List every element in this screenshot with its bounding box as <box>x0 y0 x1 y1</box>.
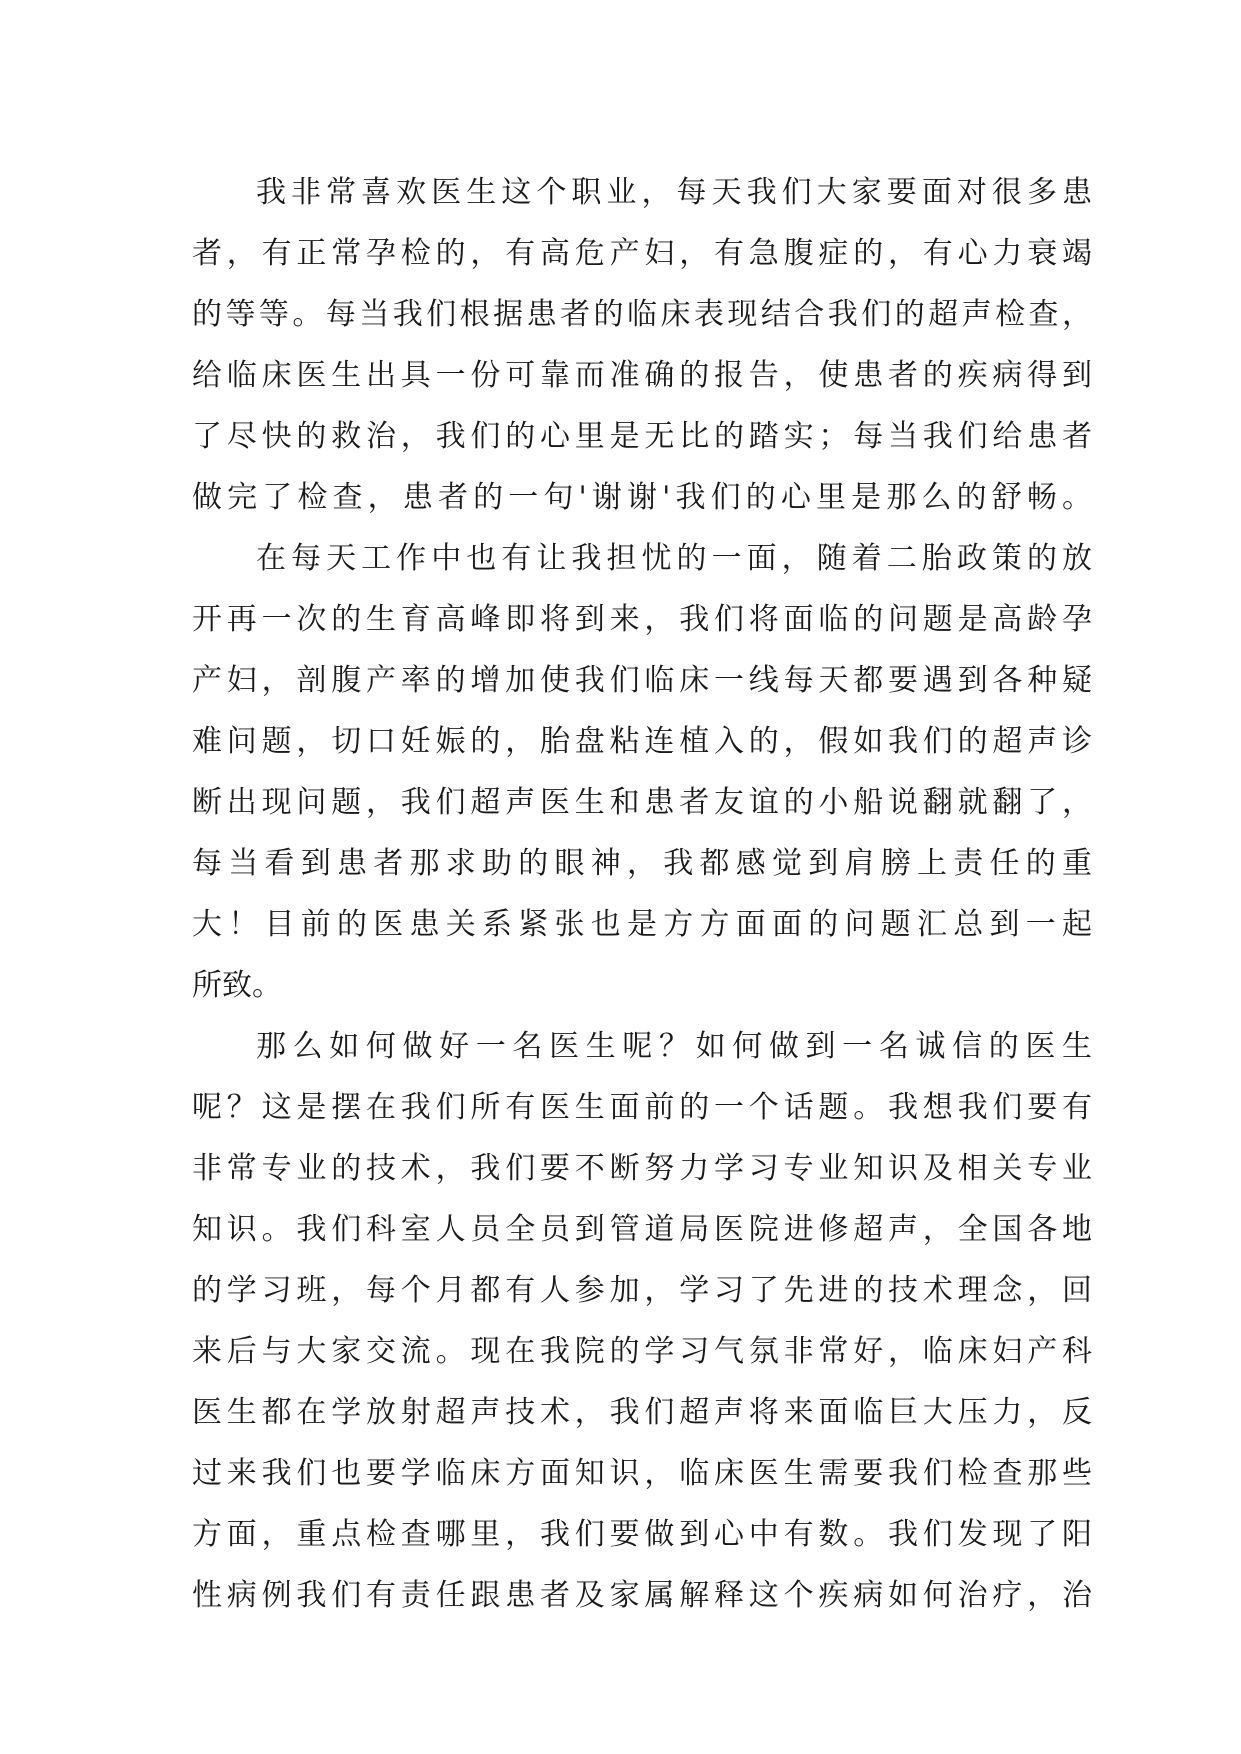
text-line: 所致。 <box>192 968 282 1003</box>
text-line: 的等等。每当我们根据患者的临床表现结合我们的超声检查， <box>192 297 1092 332</box>
text-line: 的学习班，每个月都有人参加，学习了先进的技术理念，回 <box>192 1273 1092 1308</box>
text-line: 每当看到患者那求助的眼神，我都感觉到肩膀上责任的重 <box>192 846 1092 881</box>
text-line: 呢？这是摆在我们所有医生面前的一个话题。我想我们要有 <box>192 1090 1092 1125</box>
paragraph-3 <box>192 1016 1092 1626</box>
text-line: 来后与大家交流。现在我院的学习气氛非常好，临床妇产科 <box>192 1334 1092 1369</box>
text-line: 非常专业的技术，我们要不断努力学习专业知识及相关专业 <box>192 1151 1092 1186</box>
text-line: 难问题，切口妊娠的，胎盘粘连植入的，假如我们的超声诊 <box>192 724 1092 759</box>
text-line: 知识。我们科室人员全员到管道局医院进修超声，全国各地 <box>192 1212 1092 1247</box>
text-line: 大！目前的医患关系紧张也是方方面面的问题汇总到一起 <box>192 907 1092 942</box>
text-line: 我非常喜欢医生这个职业，每天我们大家要面对很多患 <box>256 175 1092 210</box>
document-body <box>192 162 1092 1626</box>
text-line: 者，有正常孕检的，有高危产妇，有急腹症的，有心力衰竭 <box>192 236 1092 271</box>
text-line: 断出现问题，我们超声医生和患者友谊的小船说翻就翻了， <box>192 785 1092 820</box>
text-line: 在每天工作中也有让我担忧的一面，随着二胎政策的放 <box>256 541 1092 576</box>
text-line: 做完了检查，患者的一句'谢谢'我们的心里是那么的舒畅。 <box>192 480 1092 515</box>
text-line: 过来我们也要学临床方面知识，临床医生需要我们检查那些 <box>192 1456 1092 1491</box>
text-line: 方面，重点检查哪里，我们要做到心中有数。我们发现了阳 <box>192 1517 1092 1552</box>
text-line: 医生都在学放射超声技术，我们超声将来面临巨大压力，反 <box>192 1395 1092 1430</box>
text-line: 给临床医生出具一份可靠而准确的报告，使患者的疾病得到 <box>192 358 1092 393</box>
text-line: 开再一次的生育高峰即将到来，我们将面临的问题是高龄孕 <box>192 602 1092 637</box>
text-line: 性病例我们有责任跟患者及家属解释这个疾病如何治疗，治 <box>192 1578 1092 1613</box>
paragraph-2 <box>192 528 1092 1016</box>
paragraph-1 <box>192 162 1092 528</box>
text-line: 了尽快的救治，我们的心里是无比的踏实；每当我们给患者 <box>192 419 1092 454</box>
text-line: 那么如何做好一名医生呢？如何做到一名诚信的医生 <box>256 1029 1092 1064</box>
text-line: 产妇，剖腹产率的增加使我们临床一线每天都要遇到各种疑 <box>192 663 1092 698</box>
